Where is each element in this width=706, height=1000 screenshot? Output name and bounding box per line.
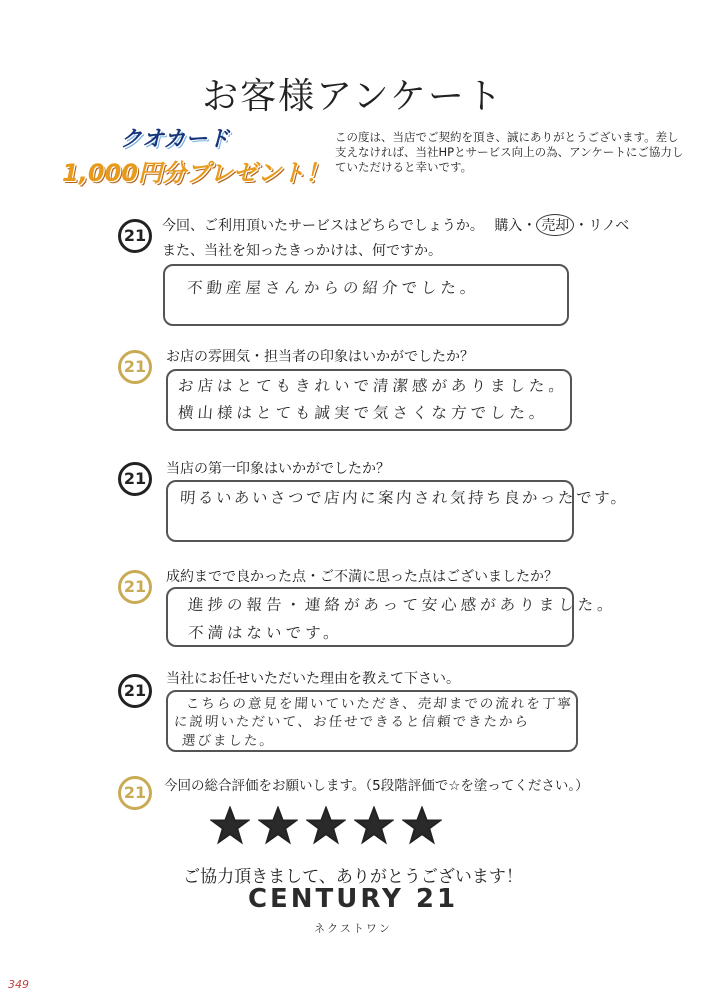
answer-box-3[interactable]: [166, 480, 630, 542]
intro-text: この度は、当店でご契約を頂き、誠にありがとうございます。差し支えなければ、当社HPとサービス向上の為、アンケートにご協力していただけると幸いです。: [335, 130, 684, 174]
question-5-text: 当社にお任せいただいた理由を教えて下さい。: [166, 671, 460, 687]
century21-logo-icon: 21: [118, 674, 152, 708]
answer-box-5[interactable]: [166, 690, 578, 752]
century21-logo-icon: 21: [118, 570, 152, 604]
century21-logo-icon: 21: [118, 776, 152, 810]
answer-2-line-1: お店はとてもきれいで清潔感がありました。: [177, 377, 569, 395]
answer-box-4[interactable]: [166, 587, 618, 647]
question-1-line2: また、当社を知ったきっかけは、何ですか。: [162, 243, 442, 259]
closing-message: ご協力頂きまして、ありがとうございます！: [183, 867, 523, 887]
brand-subtitle: ネクストワン: [314, 922, 392, 935]
option-sell-selected[interactable]: 売却: [536, 214, 574, 236]
question-3-text: 当店の第一印象はいかがでしたか？: [166, 461, 390, 477]
star-icon[interactable]: [210, 806, 250, 846]
answer-4-line-2: 不満はないです。: [187, 624, 344, 642]
brand-logo-text: CENTURY 21: [247, 884, 459, 914]
answer-2-line-2: 横山様はとても誠実で気さくな方でした。: [177, 404, 550, 422]
promo-present-label: 1,000円分プレゼント！: [62, 159, 329, 187]
question-1-text: [162, 214, 642, 236]
answer-3-line-1: 明るいあいさつで店内に案内され気持ち良かったです。: [179, 489, 630, 507]
option-separator: ・: [522, 218, 537, 234]
star-icon[interactable]: [402, 806, 442, 846]
century21-logo-icon: 21: [118, 350, 152, 384]
page-title: お客様アンケート: [202, 76, 504, 117]
option-renovate[interactable]: リノベ: [588, 218, 630, 234]
answer-5-line-2: に説明いただいて、お任せできると信頼できたから: [173, 714, 531, 730]
answer-box-2[interactable]: [166, 369, 572, 431]
option-separator: ・: [574, 218, 589, 234]
star-icon[interactable]: [306, 806, 346, 846]
answer-5-line-1: こちらの意見を聞いていただき、売却までの流れを丁寧: [185, 696, 574, 712]
century21-logo-icon: 21: [118, 462, 152, 496]
answer-5-line-3: 選びました。: [181, 733, 276, 749]
star-icon[interactable]: [258, 806, 298, 846]
question-1-line1: 今回、ご利用頂いたサービスはどちらでしょうか。: [162, 218, 484, 234]
option-buy[interactable]: 購入: [494, 218, 523, 234]
star-icon[interactable]: [354, 806, 394, 846]
answer-4-line-1: 進捗の報告・連絡があって安心感がありました。: [187, 596, 618, 614]
question-4-text: 成約までで良かった点・ご不満に思った点はございましたか？: [166, 569, 558, 585]
question-2-text: お店の雰囲気・担当者の印象はいかがでしたか？: [166, 349, 474, 365]
rating-stars[interactable]: [210, 806, 450, 850]
century21-logo-icon: 21: [118, 219, 152, 253]
promo-card-label: クオカード: [120, 127, 230, 152]
question-6-text: 今回の総合評価をお願いします。（5段階評価で☆を塗ってください。）: [164, 778, 589, 794]
page-number: 349: [8, 978, 29, 991]
answer-1-line-1: 不動産屋さんからの紹介でした。: [186, 279, 481, 297]
answer-box-1[interactable]: [163, 264, 569, 326]
